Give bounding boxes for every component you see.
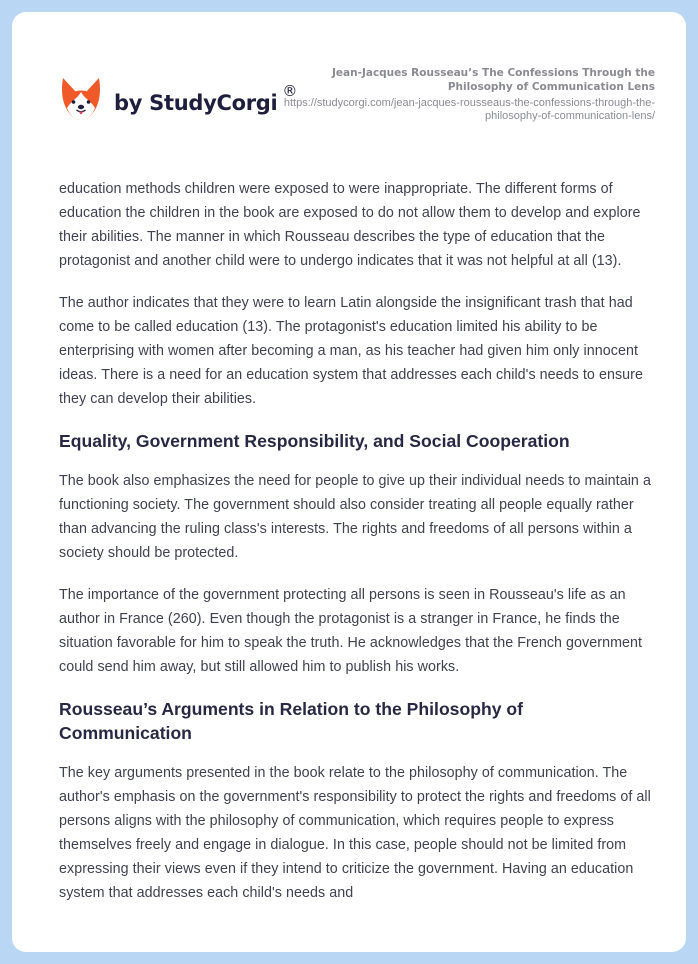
studycorgi-logo[interactable] (60, 76, 298, 122)
document-page (12, 12, 686, 952)
section-heading: Rousseau’s Arguments in Relation to the Philosophy of Communication (59, 699, 523, 743)
document-title: Jean-Jacques Rousseau’s The Confessions Through the Philosophy of Communication Lens (332, 67, 655, 93)
page-header (12, 12, 686, 162)
document-meta (275, 66, 655, 123)
registered-mark: ® (282, 82, 298, 100)
corgi-logo-icon (60, 76, 102, 122)
article-body (59, 177, 659, 923)
paragraph: The importance of the government protecting all persons is seen in Rousseau's life as an author in France (260). Even though the protagonist is a stranger in France, he finds the situation favorable for him to speak the truth. He acknowledges that the French government could send him away, but still allowed him to publish his works. (59, 587, 643, 675)
paragraph: education methods children were exposed to were inappropriate. The different forms of education the children in the book are exposed to do not allow them to develop and explore their abilities. The manner in which Rousseau describes the type of education that the protagonist and another child were to undergo indicates that it was not helpful at all (13). (59, 181, 641, 269)
paragraph: The key arguments presented in the book relate to the philosophy of communication. The author's emphasis on the government's responsibility to protect the rights and freedoms of all persons aligns with the philosophy of communication, which requires people to express themselves freely and engage in dialogue. In this case, people should not be limited from expressing their views even if they intend to criticize the government. Having an education system that addresses each child's needs and (59, 765, 651, 901)
paragraph: The book also emphasizes the need for people to give up their individual needs to maintain a functioning society. The government should also consider treating all people equally rather than advancing the ruling class's interests. The rights and freedoms of all persons within a society should be protected. (59, 473, 651, 561)
document-url[interactable]: https://studycorgi.com/jean-jacques-rousseaus-the-confessions-through-the-philosophy-of-communication-lens/ (283, 97, 655, 122)
logo-wordmark: by StudyCorgi (114, 91, 278, 115)
paragraph: The author indicates that they were to learn Latin alongside the insignificant trash that had come to be called education (13). The protagonist's education limited his ability to be enterprising with women after becoming a man, as his teacher had given him only innocent ideas. There is a need for an education system that addresses each child's needs to ensure they can develop their abilities. (59, 295, 643, 407)
section-heading: Equality, Government Responsibility, and Social Cooperation (59, 431, 570, 451)
